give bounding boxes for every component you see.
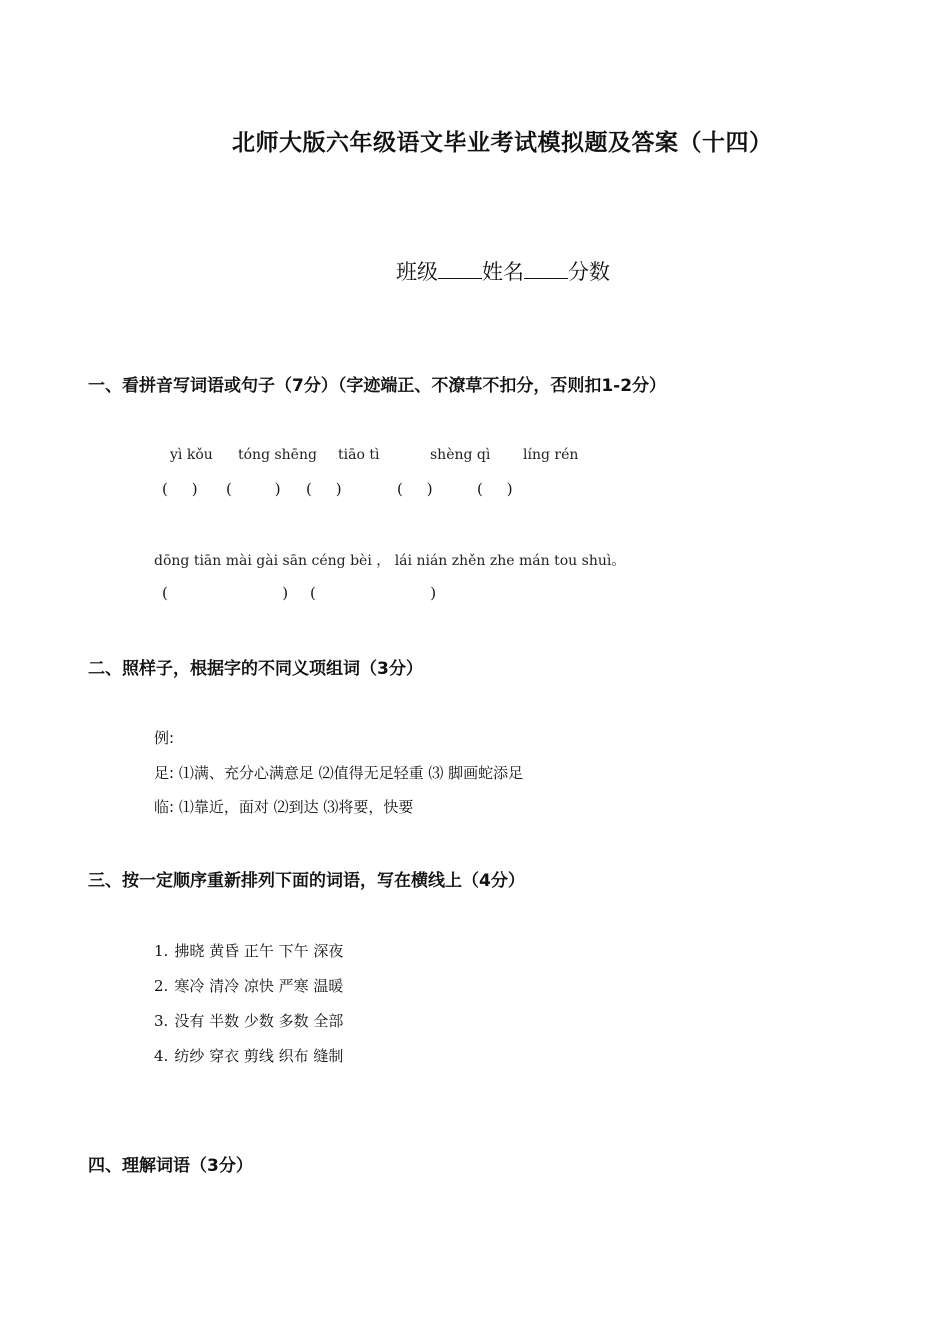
score-label: 分数 <box>568 260 610 284</box>
sentence-pinyin: dōng tiān mài gài sān céng bèi ， lái nián zhěn zhe mán tou shuì。 <box>154 553 626 569</box>
list-item: 1. 拂晓 黄昏 正午 下午 深夜 <box>154 942 344 960</box>
answer-box-5[interactable]: ( ) <box>477 480 513 498</box>
answer-box-1[interactable]: ( ) <box>162 480 198 498</box>
class-label: 班级 <box>396 260 438 284</box>
pinyin-word-3: tiāo tì <box>338 447 380 463</box>
name-label: 姓名 <box>482 260 524 284</box>
class-blank <box>438 258 482 279</box>
zu-definitions: 足: ⑴满、充分心满意足 ⑵值得无足轻重 ⑶ 脚画蛇添足 <box>154 764 524 782</box>
lin-definitions: 临: ⑴靠近，面对 ⑵到达 ⑶将要，快要 <box>154 798 414 816</box>
section-3-heading: 三、按一定顺序重新排列下面的词语，写在横线上（4分） <box>88 871 525 891</box>
name-blank <box>524 258 568 279</box>
list-item: 3. 没有 半数 少数 多数 全部 <box>154 1012 344 1030</box>
answer-box-3[interactable]: ( ) <box>306 480 342 498</box>
sentence-answer-box-2[interactable]: ( ) <box>310 584 437 602</box>
section-2-heading: 二、照样子，根据字的不同义项组词（3分） <box>88 659 423 679</box>
list-item: 2. 寒冷 清冷 凉快 严寒 温暖 <box>154 977 344 995</box>
example-label: 例: <box>154 729 175 747</box>
section-4-heading: 四、理解词语（3分） <box>88 1156 253 1176</box>
page-title: 北师大版六年级语文毕业考试模拟题及答案（十四） <box>232 130 773 156</box>
pinyin-word-4: shèng qì <box>430 447 491 463</box>
student-info-line <box>396 256 610 286</box>
list-item: 4. 纺纱 穿衣 剪线 织布 缝制 <box>154 1047 344 1065</box>
answer-box-4[interactable]: ( ) <box>397 480 433 498</box>
pinyin-word-2: tóng shēng <box>238 447 317 463</box>
pinyin-word-1: yì kǒu <box>170 447 213 463</box>
section-1-heading: 一、看拼音写词语或句子（7分）（字迹端正、不潦草不扣分，否则扣1-2分） <box>88 376 667 396</box>
pinyin-word-5: líng rén <box>523 447 579 463</box>
sentence-answer-box-1[interactable]: ( ) <box>162 584 289 602</box>
answer-box-2[interactable]: ( ) <box>226 480 281 498</box>
